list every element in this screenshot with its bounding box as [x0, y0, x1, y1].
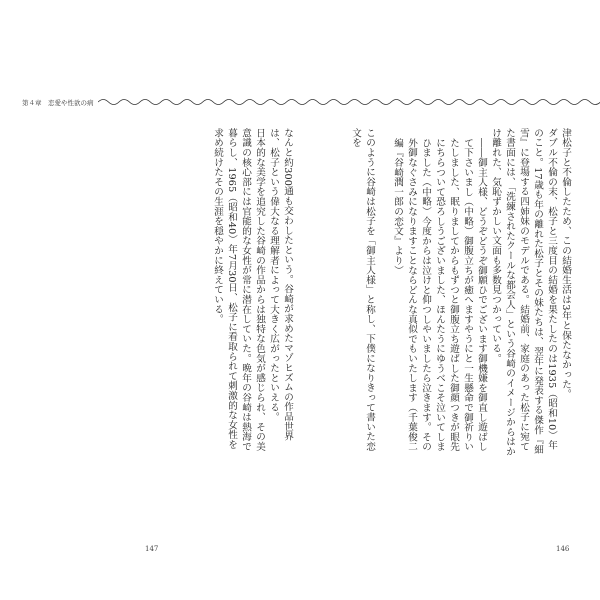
- paragraph: 日本的な美学を追究した谷崎の作品からは独特な色気が感じられ、その美意識の核心部には官能的な女性が常に潜在していた。晩年の谷崎は熱海で暮らし、1965（昭和40）年7月30日、松子に看取られて刺激的な女性を求め続けたその生涯を穏やかに終えている。: [212, 128, 265, 452]
- wave-divider-icon: [98, 96, 600, 108]
- paragraph: 津松子と不倫したため、この結婚生活は3年と保たなかった。: [560, 128, 571, 399]
- left-page-text: [160, 128, 294, 458]
- page-number-left: 147: [145, 545, 159, 553]
- right-page-text: [300, 128, 572, 458]
- paragraph: ダブル不倫の末、松子と三度目の結婚を果たしたのは1935（昭和10）年のこと。17歳も年の離れた松子とその妹たちは、翌年に発表する傑作『細雪』に登場する四姉妹のモデルである。結婚前、家庭のあった松子に宛てた書面には、「洗練されたクールな都会人」という谷崎のイメージからはかけ離れた、気恥ずかしい文面も多数見つかっている。: [490, 128, 557, 457]
- chapter-header: [22, 94, 600, 110]
- quote-paragraph: ――御主人様、どうぞどうぞ御願ひでございます御機嫌を御直し遊ばして下さいまし（中略）御腹立ちが癒へますやうにと一生懸命で御祈りいたしました、眠りましてからもずつと御腹立ち遊ばした御顔つきが眼先にちらついて恐ろしうございました、ほんたうにゆうべこそ泣いてしまひました（中略）今度からは泣けと仰つしやいましたら泣きます。その外御なぐさみになりますことならどんな真似でもいたします（千葉俊二編『谷崎潤一郎の恋文』より）: [392, 138, 487, 452]
- paragraph: なんと約300通も交わしたという。谷崎が求めたマゾヒズムの作品世界は、松子という偉大なる理解者によって大きく広がったといえる。: [268, 128, 293, 441]
- chapter-label: 第４章 恋愛や性欲の病: [22, 98, 94, 107]
- page-number-right: 146: [556, 545, 570, 553]
- paragraph: このように谷崎は松子を「御主人様」と称し、下僕になりきって書いた恋文を: [350, 128, 375, 452]
